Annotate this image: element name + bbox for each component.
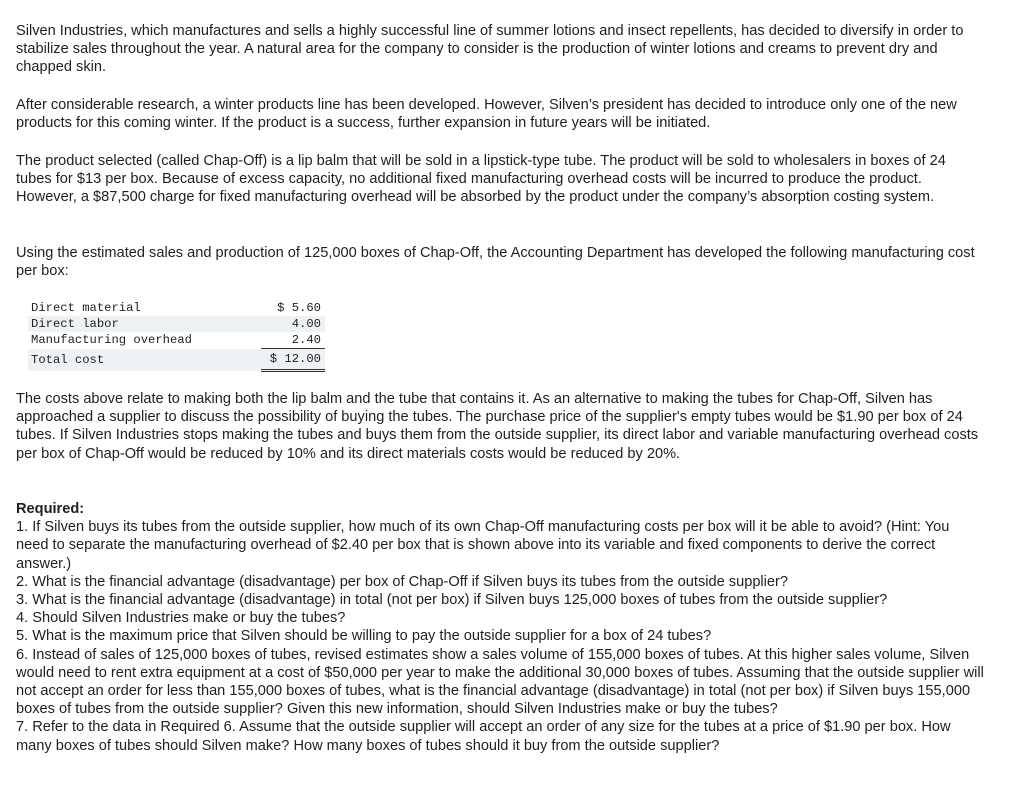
estimate-paragraph: Using the estimated sales and production of 125,000 boxes of Chap-Off, the Accounting Department has developed the following manufacturing cost per box: (16, 245, 975, 280)
required-item-1: 1. If Silven buys its tubes from the outside supplier, how much of its own Chap-Off manufacturing costs per box will it be able to avoid? (Hint: You need to separate the manufacturing overhead of $2.40 per box that is shown above into its variable and fixed components to derive the correct answer.) (16, 519, 950, 572)
required-section (16, 500, 984, 755)
required-item-3: 3. What is the financial advantage (disadvantage) in total (not per box) if Silven buys 125,000 boxes of tubes from the outside supplier? (16, 592, 888, 609)
cost-label: Direct material (31, 301, 141, 315)
required-heading: Required: (16, 501, 85, 517)
research-paragraph: After considerable research, a winter products line has been developed. However, Silven’s president has decided to introduce only one of the new products for this coming winter. If the product is a success, further expansion in future years will be initiated. (16, 97, 957, 132)
intro-paragraph: Silven Industries, which manufactures and sells a highly successful line of summer lotions and insect repellents, has decided to diversify in order to stabilize sales throughout the year. A natural area for the company to consider is the production of winter lotions and creams to prevent dry and chapped skin. (16, 23, 964, 76)
required-item-2: 2. What is the financial advantage (disadvantage) per box of Chap-Off if Silven buys its tubes from the outside supplier? (16, 573, 789, 590)
required-item-4: 4. Should Silven Industries make or buy the tubes? (16, 610, 346, 627)
product-paragraph: The product selected (called Chap-Off) is a lip balm that will be sold in a lipstick-type tube. The product will be sold to wholesalers in boxes of 24 tubes for $13 per box. Because of excess capacity, no additional fixed manufacturing overhead costs will be incurred to produce the product. However, a $87,500 charge for fixed manufacturing overhead will be absorbed by the product under the company’s absorption costing system. (16, 153, 946, 206)
cost-per-box-table (28, 300, 325, 372)
cost-row-direct-labor (28, 316, 325, 332)
required-item-5: 5. What is the maximum price that Silven should be willing to pay the outside supplier for a box of 24 tubes? (16, 628, 712, 645)
total-amount: $ 12.00 (261, 349, 325, 371)
cost-label: Manufacturing overhead (31, 333, 192, 348)
required-item-7: 7. Refer to the data in Required 6. Assume that the outside supplier will accept an order of any size for the tubes at a price of $1.90 per box. How many boxes of tubes should Silven make? How many boxes of tubes should it buy from the outside supplier? (16, 719, 951, 754)
cost-label: Direct labor (28, 316, 261, 332)
cost-amount: 2.40 (261, 332, 325, 349)
cost-row-direct-material (28, 300, 325, 316)
cost-row-manufacturing-overhead (28, 332, 325, 349)
cost-amount: $ 5.60 (277, 301, 321, 315)
alternative-paragraph: The costs above relate to making both the lip balm and the tube that contains it. As an alternative to making the tubes for Chap-Off, Silven has approached a supplier to discuss the possibility of buying the tubes. The purchase price of the supplier's empty tubes would be $1.90 per box of 24 tubes. If Silven Industries stops making the tubes and buys them from the outside supplier, its direct labor and variable manufacturing overhead costs per box of Chap-Off would be reduced by 10% and its direct materials costs would be reduced by 20%. (16, 391, 979, 462)
total-label: Total cost (28, 349, 261, 371)
required-item-6: 6. Instead of sales of 125,000 boxes of tubes, revised estimates show a sales volume of 155,000 boxes of tubes. At this higher sales volume, Silven would need to rent extra equipment at a cost of $50,000 per year to make the additional 30,000 boxes of tubes. Assuming that the outside supplier will not accept an order for less than 155,000 boxes of tubes, what is the financial advantage (disadvantage) in total (not per box) if Silven buys 155,000 boxes of tubes from the outside supplier? Given this new information, should Silven Industries make or buy the tubes? (16, 646, 984, 718)
cost-row-total (28, 349, 325, 371)
cost-amount: 4.00 (261, 316, 325, 332)
